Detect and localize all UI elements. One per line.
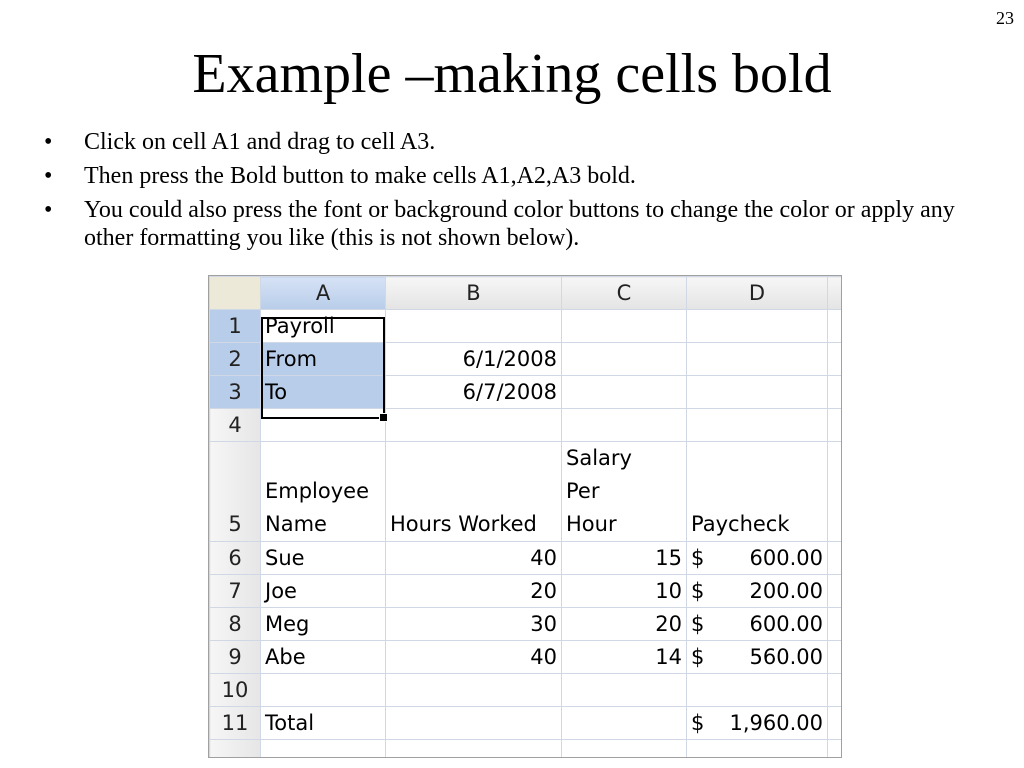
cell-a6[interactable]: Sue — [261, 542, 386, 575]
cell-d7[interactable] — [687, 575, 828, 608]
row-header[interactable]: 2 — [210, 343, 261, 376]
cell-d10[interactable] — [687, 674, 828, 707]
row-header[interactable] — [210, 740, 261, 759]
table-row — [210, 409, 843, 442]
cell-d9[interactable] — [687, 641, 828, 674]
cell-c10[interactable] — [562, 674, 687, 707]
cell-d12[interactable] — [687, 740, 828, 759]
cell-a7[interactable]: Joe — [261, 575, 386, 608]
table-row — [210, 442, 843, 542]
currency-symbol: $ — [691, 545, 705, 570]
table-row — [210, 674, 843, 707]
bullet-text: Click on cell A1 and drag to cell A3. — [84, 129, 436, 155]
currency-symbol: $ — [691, 644, 705, 669]
cell-a11[interactable]: Total — [261, 707, 386, 740]
select-all-corner[interactable] — [210, 277, 261, 310]
row-header[interactable]: 7 — [210, 575, 261, 608]
cell-a8[interactable]: Meg — [261, 608, 386, 641]
cell-c12[interactable] — [562, 740, 687, 759]
cell-a3[interactable]: To — [261, 376, 386, 409]
table-row — [210, 740, 843, 759]
column-header-c[interactable]: C — [562, 277, 687, 310]
cell-c9[interactable]: 14 — [562, 641, 687, 674]
cell-b3[interactable]: 6/7/2008 — [386, 376, 562, 409]
bullet-text: Then press the Bold button to make cells A1,A2,A3 bold. — [84, 163, 636, 189]
cell-c8[interactable]: 20 — [562, 608, 687, 641]
row-header[interactable]: 6 — [210, 542, 261, 575]
cell-d8[interactable] — [687, 608, 828, 641]
column-header-row — [210, 277, 843, 310]
slide-title: Example –making cells bold — [192, 43, 832, 105]
cell-b12[interactable] — [386, 740, 562, 759]
cell-b10[interactable] — [386, 674, 562, 707]
currency-value: 560.00 — [749, 644, 823, 669]
cell-e9[interactable] — [828, 641, 843, 674]
cell-b8[interactable]: 30 — [386, 608, 562, 641]
cell-e8[interactable] — [828, 608, 843, 641]
bullet-item — [44, 196, 994, 252]
column-header-a[interactable]: A — [261, 277, 386, 310]
column-header-e[interactable] — [828, 277, 843, 310]
cell-c5[interactable]: Salary Per Hour — [562, 442, 687, 542]
cell-a10[interactable] — [261, 674, 386, 707]
cell-e3[interactable] — [828, 376, 843, 409]
row-header[interactable]: 5 — [210, 442, 261, 542]
table-row — [210, 608, 843, 641]
cell-d5[interactable]: Paycheck — [687, 442, 828, 542]
cell-a1[interactable]: Payroll — [261, 310, 386, 343]
cell-d1[interactable] — [687, 310, 828, 343]
spreadsheet-screenshot — [208, 275, 842, 758]
row-header[interactable]: 8 — [210, 608, 261, 641]
cell-a12[interactable] — [261, 740, 386, 759]
currency-symbol: $ — [691, 578, 705, 603]
row-header[interactable]: 10 — [210, 674, 261, 707]
cell-e2[interactable] — [828, 343, 843, 376]
cell-e4[interactable] — [828, 409, 843, 442]
cell-e6[interactable] — [828, 542, 843, 575]
cell-b9[interactable]: 40 — [386, 641, 562, 674]
bullet-symbol: • — [44, 163, 53, 189]
bullet-text: You could also press the font or background color buttons to change the color or apply any other formatting you like (this is not shown below). — [84, 197, 955, 251]
cell-e1[interactable] — [828, 310, 843, 343]
cell-e5[interactable] — [828, 442, 843, 542]
cell-b11[interactable] — [386, 707, 562, 740]
table-row — [210, 575, 843, 608]
cell-a4[interactable] — [261, 409, 386, 442]
cell-c2[interactable] — [562, 343, 687, 376]
cell-c1[interactable] — [562, 310, 687, 343]
cell-e12[interactable] — [828, 740, 843, 759]
cell-b2[interactable]: 6/1/2008 — [386, 343, 562, 376]
column-header-d[interactable]: D — [687, 277, 828, 310]
bullet-symbol: • — [44, 197, 53, 223]
currency-value: 1,960.00 — [729, 710, 823, 735]
currency-symbol: $ — [691, 611, 705, 636]
cell-d3[interactable] — [687, 376, 828, 409]
table-row — [210, 376, 843, 409]
cell-d4[interactable] — [687, 409, 828, 442]
currency-symbol: $ — [691, 710, 705, 735]
table-row — [210, 707, 843, 740]
bullet-symbol: • — [44, 129, 53, 155]
table-row — [210, 310, 843, 343]
row-header[interactable]: 11 — [210, 707, 261, 740]
cell-d2[interactable] — [687, 343, 828, 376]
cell-d6[interactable] — [687, 542, 828, 575]
cell-e7[interactable] — [828, 575, 843, 608]
cell-b5[interactable]: Hours Worked — [386, 442, 562, 542]
cell-a2[interactable]: From — [261, 343, 386, 376]
cell-c7[interactable]: 10 — [562, 575, 687, 608]
cell-a9[interactable]: Abe — [261, 641, 386, 674]
bullet-item — [44, 162, 994, 190]
currency-value: 200.00 — [749, 578, 823, 603]
row-header[interactable]: 4 — [210, 409, 261, 442]
bullet-item — [44, 128, 994, 156]
cell-c6[interactable]: 15 — [562, 542, 687, 575]
table-row — [210, 542, 843, 575]
currency-value: 600.00 — [749, 611, 823, 636]
cell-a5[interactable]: Employee Name — [261, 442, 386, 542]
cell-b4[interactable] — [386, 409, 562, 442]
cell-e11[interactable] — [828, 707, 843, 740]
cell-c3[interactable] — [562, 376, 687, 409]
bullet-list — [44, 128, 994, 258]
currency-value: 600.00 — [749, 545, 823, 570]
column-header-b[interactable]: B — [386, 277, 562, 310]
cell-c4[interactable] — [562, 409, 687, 442]
spreadsheet-grid — [209, 276, 842, 758]
page-number: 23 — [996, 8, 1014, 28]
cell-c11[interactable] — [562, 707, 687, 740]
table-row — [210, 641, 843, 674]
cell-b6[interactable]: 40 — [386, 542, 562, 575]
row-header[interactable]: 9 — [210, 641, 261, 674]
cell-e10[interactable] — [828, 674, 843, 707]
cell-b7[interactable]: 20 — [386, 575, 562, 608]
row-header[interactable]: 1 — [210, 310, 261, 343]
cell-d11[interactable] — [687, 707, 828, 740]
table-row — [210, 343, 843, 376]
cell-b1[interactable] — [386, 310, 562, 343]
row-header[interactable]: 3 — [210, 376, 261, 409]
